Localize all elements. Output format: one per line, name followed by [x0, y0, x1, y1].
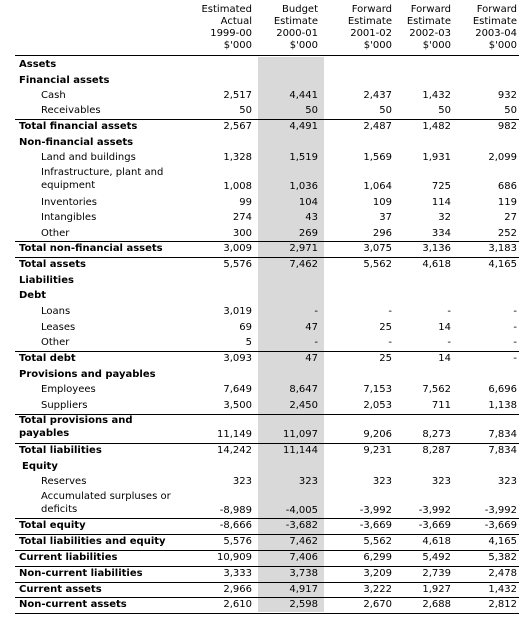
value-cell: 7,562: [422, 384, 451, 395]
value-cell: 7,406: [289, 552, 318, 563]
row-label: Infrastructure, plant and equipment: [41, 167, 164, 191]
value-cell: 3,183: [488, 243, 517, 254]
value-cell: 9,206: [363, 429, 392, 440]
value-cell: 2,487: [363, 121, 392, 132]
value-cell: 323: [431, 476, 451, 487]
header-line: 2001-02: [350, 28, 392, 39]
row-rule: [15, 534, 519, 535]
header-line: Estimate: [406, 16, 451, 27]
value-cell: -: [314, 337, 318, 348]
value-cell: 711: [431, 400, 451, 411]
column-header-2002-03: [398, 4, 451, 52]
column-header-2000-01: [258, 4, 318, 52]
value-cell: -3,992: [418, 505, 451, 516]
value-cell: 114: [431, 197, 451, 208]
value-cell: 50: [438, 105, 451, 116]
header-rule: [15, 55, 519, 56]
value-cell: 274: [232, 212, 252, 223]
row-label: Equity: [22, 461, 58, 472]
value-cell: 1,931: [422, 152, 451, 163]
value-cell: 14: [438, 322, 451, 333]
value-cell: 932: [497, 90, 517, 101]
row-label: Receivables: [41, 105, 101, 116]
value-cell: -: [513, 353, 517, 364]
row-label: Non-current liabilities: [19, 568, 143, 579]
value-cell: 7,834: [488, 429, 517, 440]
value-cell: 69: [239, 322, 252, 333]
value-cell: -: [388, 306, 392, 317]
value-cell: 1,432: [422, 90, 451, 101]
value-cell: -: [513, 306, 517, 317]
value-cell: 2,053: [363, 400, 392, 411]
value-cell: 8,647: [289, 384, 318, 395]
row-rule: [15, 414, 519, 415]
row-label: Intangibles: [41, 212, 97, 223]
row-label: Provisions and payables: [19, 369, 156, 380]
value-cell: 5,562: [363, 536, 392, 547]
row-label: Assets: [19, 59, 57, 70]
row-label: Cash: [41, 90, 66, 101]
value-cell: -8,989: [219, 505, 252, 516]
row-label: Loans: [41, 306, 71, 317]
header-line: $'000: [488, 40, 517, 51]
row-label: Other: [41, 228, 70, 239]
header-line: 2003-04: [475, 28, 517, 39]
row-label: Total equity: [19, 520, 86, 531]
row-rule: [15, 582, 519, 583]
value-cell: 2,670: [363, 599, 392, 610]
value-cell: 2,099: [488, 152, 517, 163]
value-cell: -: [388, 337, 392, 348]
value-cell: 8,287: [422, 445, 451, 456]
value-cell: 1,432: [488, 584, 517, 595]
value-cell: 7,834: [488, 445, 517, 456]
value-cell: 2,437: [363, 90, 392, 101]
row-label: Total assets: [19, 259, 86, 270]
value-cell: 2,739: [422, 568, 451, 579]
value-cell: 269: [298, 228, 318, 239]
row-label: Non-financial assets: [19, 137, 134, 148]
row-label: Current liabilities: [19, 552, 118, 563]
header-line: Actual: [220, 16, 252, 27]
value-cell: 3,222: [363, 584, 392, 595]
value-cell: 6,299: [363, 552, 392, 563]
header-line: 2002-03: [409, 28, 451, 39]
row-rule: [15, 597, 519, 598]
value-cell: 2,971: [289, 243, 318, 254]
value-cell: 4,618: [422, 536, 451, 547]
header-line: 1999-00: [210, 28, 252, 39]
value-cell: 2,450: [289, 400, 318, 411]
row-label: Total non-financial assets: [19, 243, 163, 254]
value-cell: 323: [372, 476, 392, 487]
header-line: 2000-01: [276, 28, 318, 39]
value-cell: 1,569: [363, 152, 392, 163]
value-cell: 2,610: [223, 599, 252, 610]
row-label: Total provisions and payables: [19, 415, 133, 439]
value-cell: 2,478: [488, 568, 517, 579]
value-cell: 11,097: [283, 429, 318, 440]
value-cell: 252: [497, 228, 517, 239]
row-rule: [15, 566, 519, 567]
row-label: Other: [41, 337, 70, 348]
value-cell: 5,576: [223, 259, 252, 270]
value-cell: -3,669: [484, 520, 517, 531]
value-cell: 7,649: [223, 384, 252, 395]
value-cell: 7,153: [363, 384, 392, 395]
header-line: Estimate: [472, 16, 517, 27]
value-cell: 5,382: [488, 552, 517, 563]
value-cell: 25: [379, 353, 392, 364]
value-cell: 3,009: [223, 243, 252, 254]
value-cell: 119: [497, 197, 517, 208]
value-cell: 99: [239, 197, 252, 208]
value-cell: 8,273: [422, 429, 451, 440]
row-rule: [15, 443, 519, 444]
row-rule: [15, 257, 519, 258]
value-cell: 11,149: [217, 429, 252, 440]
row-label: Total liabilities: [19, 445, 102, 456]
header-line: $'000: [223, 40, 252, 51]
value-cell: -4,005: [285, 505, 318, 516]
value-cell: 5: [245, 337, 252, 348]
row-label: Suppliers: [41, 400, 88, 411]
value-cell: 7,462: [289, 259, 318, 270]
value-cell: -: [314, 306, 318, 317]
header-line: $'000: [422, 40, 451, 51]
header-line: Estimate: [347, 16, 392, 27]
header-line: Budget: [282, 4, 318, 15]
value-cell: 3,738: [289, 568, 318, 579]
value-cell: -: [513, 337, 517, 348]
value-cell: 296: [372, 228, 392, 239]
value-cell: -8,666: [219, 520, 252, 531]
value-cell: -: [447, 306, 451, 317]
row-label: Debt: [19, 290, 47, 301]
value-cell: 323: [232, 476, 252, 487]
value-cell: 14,242: [217, 445, 252, 456]
row-label: Total debt: [19, 353, 76, 364]
value-cell: 5,492: [422, 552, 451, 563]
value-cell: 47: [305, 353, 318, 364]
value-cell: 300: [232, 228, 252, 239]
header-line: Forward: [476, 4, 517, 15]
row-rule: [15, 518, 519, 519]
value-cell: 4,491: [289, 121, 318, 132]
row-label: Inventories: [41, 197, 97, 208]
value-cell: 3,093: [223, 353, 252, 364]
column-header-1999-00: [196, 4, 252, 52]
value-cell: -3,992: [484, 505, 517, 516]
row-label: Reserves: [41, 476, 87, 487]
column-header-2003-04: [458, 4, 517, 52]
row-label: Liabilities: [19, 275, 74, 286]
value-cell: -3,992: [359, 505, 392, 516]
header-line: Forward: [410, 4, 451, 15]
row-label: Financial assets: [19, 75, 110, 86]
value-cell: 14: [438, 353, 451, 364]
value-cell: 323: [298, 476, 318, 487]
value-cell: 11,144: [283, 445, 318, 456]
value-cell: 334: [431, 228, 451, 239]
value-cell: 2,598: [289, 599, 318, 610]
row-label: Total liabilities and equity: [19, 536, 166, 547]
value-cell: 9,231: [363, 445, 392, 456]
value-cell: -3,669: [418, 520, 451, 531]
value-cell: 5,562: [363, 259, 392, 270]
value-cell: 3,209: [363, 568, 392, 579]
value-cell: 323: [497, 476, 517, 487]
value-cell: 1,519: [289, 152, 318, 163]
value-cell: 1,008: [223, 181, 252, 192]
row-rule: [15, 613, 519, 614]
header-line: Forward: [351, 4, 392, 15]
value-cell: 1,927: [422, 584, 451, 595]
value-cell: 686: [497, 181, 517, 192]
header-line: $'000: [363, 40, 392, 51]
value-cell: 5,576: [223, 536, 252, 547]
value-cell: -: [513, 322, 517, 333]
value-cell: 1,036: [289, 181, 318, 192]
row-label: Accumulated surpluses or deficits: [41, 491, 171, 515]
row-rule: [15, 550, 519, 551]
row-label: Current assets: [19, 584, 102, 595]
value-cell: 3,136: [422, 243, 451, 254]
row-rule: [15, 241, 519, 242]
value-cell: 104: [298, 197, 318, 208]
value-cell: 2,688: [422, 599, 451, 610]
value-cell: 4,441: [289, 90, 318, 101]
value-cell: 4,917: [289, 584, 318, 595]
value-cell: 6,696: [488, 384, 517, 395]
row-label: Employees: [41, 384, 96, 395]
value-cell: 1,064: [363, 181, 392, 192]
value-cell: 32: [438, 212, 451, 223]
row-rule: [15, 351, 519, 352]
value-cell: 4,165: [488, 536, 517, 547]
row-label: Land and buildings: [41, 152, 136, 163]
value-cell: 3,333: [223, 568, 252, 579]
row-label: Total financial assets: [19, 121, 138, 132]
value-cell: 2,812: [488, 599, 517, 610]
header-line: Estimated: [201, 4, 252, 15]
header-line: Estimate: [273, 16, 318, 27]
value-cell: -3,682: [285, 520, 318, 531]
header-line: $'000: [289, 40, 318, 51]
value-cell: 2,567: [223, 121, 252, 132]
row-label: Leases: [41, 322, 76, 333]
value-cell: 3,019: [223, 306, 252, 317]
value-cell: 3,075: [363, 243, 392, 254]
value-cell: 50: [504, 105, 517, 116]
value-cell: 3,500: [223, 400, 252, 411]
column-header-2001-02: [330, 4, 392, 52]
value-cell: 1,482: [422, 121, 451, 132]
value-cell: 25: [379, 322, 392, 333]
value-cell: -3,669: [359, 520, 392, 531]
value-cell: 50: [239, 105, 252, 116]
value-cell: 4,165: [488, 259, 517, 270]
value-cell: -: [447, 337, 451, 348]
row-label: Non-current assets: [19, 599, 127, 610]
value-cell: 2,966: [223, 584, 252, 595]
value-cell: 43: [305, 212, 318, 223]
value-cell: 2,517: [223, 90, 252, 101]
value-cell: 4,618: [422, 259, 451, 270]
value-cell: 37: [379, 212, 392, 223]
value-cell: 7,462: [289, 536, 318, 547]
value-cell: 27: [504, 212, 517, 223]
value-cell: 10,909: [217, 552, 252, 563]
value-cell: 50: [379, 105, 392, 116]
value-cell: 1,328: [223, 152, 252, 163]
row-rule: [15, 119, 519, 120]
value-cell: 725: [431, 181, 451, 192]
value-cell: 50: [305, 105, 318, 116]
value-cell: 47: [305, 322, 318, 333]
value-cell: 982: [497, 121, 517, 132]
value-cell: 1,138: [488, 400, 517, 411]
value-cell: 109: [372, 197, 392, 208]
